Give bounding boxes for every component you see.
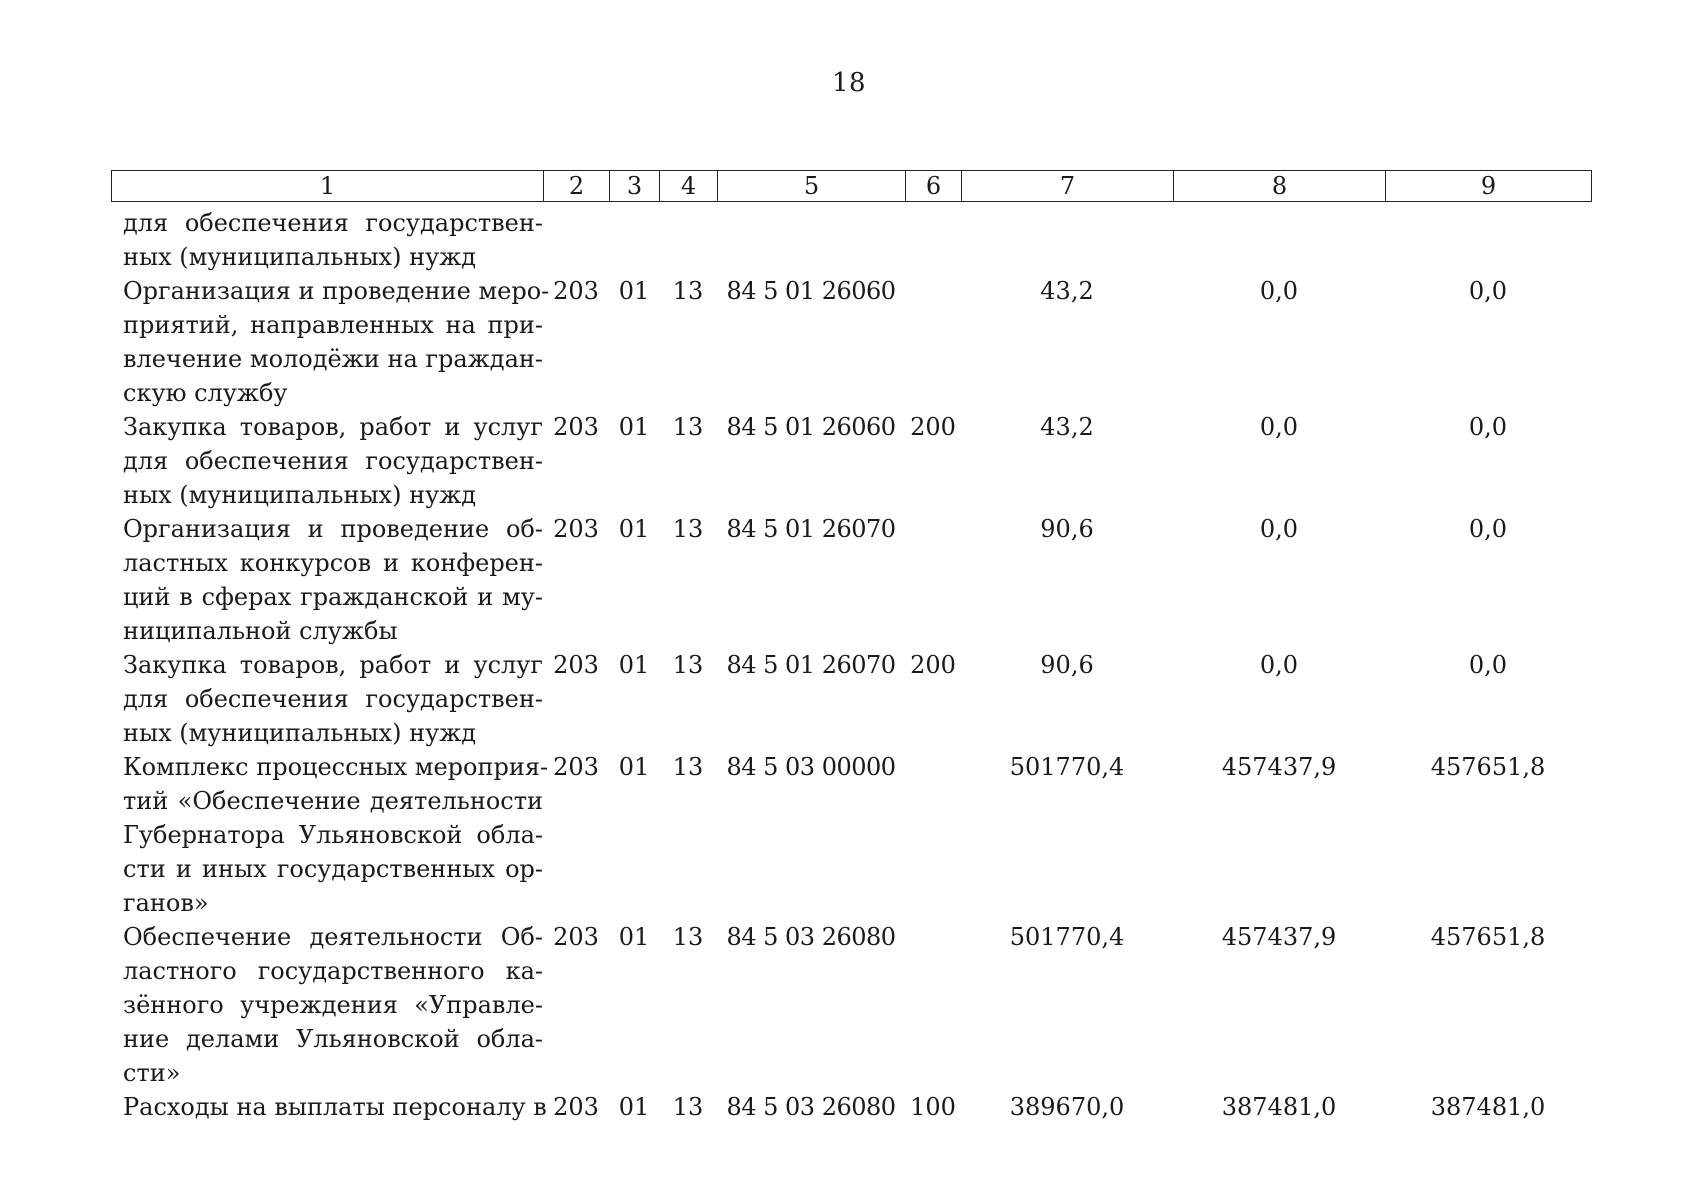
table-row xyxy=(111,1090,1591,1124)
header-col-4: 4 xyxy=(660,171,718,202)
row-subsection: 13 xyxy=(672,923,704,951)
header-col-7: 7 xyxy=(962,171,1174,202)
description-line: ние делами Ульяновской обла- xyxy=(123,1025,543,1053)
table-row xyxy=(111,648,1591,750)
description-line: сти» xyxy=(123,1059,181,1087)
row-expense-type xyxy=(905,206,961,274)
description-line: ных (муниципальных) нужд xyxy=(123,481,477,509)
row-amount-col7: 90,6 xyxy=(1040,651,1094,679)
row-amount-col7: 43,2 xyxy=(1040,413,1094,441)
row-target-article xyxy=(717,206,905,274)
table-row xyxy=(111,750,1591,920)
row-amount-col8: 387481,0 xyxy=(1221,1093,1337,1121)
description-line: ластного государственного ка- xyxy=(123,957,543,985)
row-amount-col8: 0,0 xyxy=(1259,651,1299,679)
row-expense-type: 200 xyxy=(910,651,956,679)
row-amount-col9: 0,0 xyxy=(1468,413,1508,441)
row-amount-col8: 457437,9 xyxy=(1221,923,1337,951)
row-amount-col8: 0,0 xyxy=(1259,515,1299,543)
description-line: влечение молодёжи на граждан- xyxy=(123,345,543,373)
description-line: ганов» xyxy=(123,889,209,917)
row-section: 01 xyxy=(618,753,650,781)
header-col-6: 6 xyxy=(906,171,962,202)
row-target-article: 84 5 01 26070 xyxy=(726,651,896,679)
row-description xyxy=(111,206,543,274)
row-expense-type: 100 xyxy=(910,1093,956,1121)
header-col-3: 3 xyxy=(610,171,660,202)
row-section: 01 xyxy=(618,277,650,305)
row-amount-col9: 0,0 xyxy=(1468,277,1508,305)
header-col-1: 1 xyxy=(112,171,544,202)
description-line: Расходы на выплаты персоналу в xyxy=(123,1093,547,1121)
row-code-admin: 203 xyxy=(553,515,599,543)
table-body xyxy=(111,206,1591,1124)
row-target-article: 84 5 01 26070 xyxy=(726,515,896,543)
row-description xyxy=(111,648,543,750)
row-amount-col7: 501770,4 xyxy=(1009,923,1125,951)
row-amount-col7: 501770,4 xyxy=(1009,753,1125,781)
description-line: ных (муниципальных) нужд xyxy=(123,243,477,271)
description-line: Закупка товаров, работ и услуг xyxy=(123,651,543,679)
row-amount-col7: 43,2 xyxy=(1040,277,1094,305)
row-subsection: 13 xyxy=(672,413,704,441)
table-header xyxy=(111,170,1592,202)
row-section: 01 xyxy=(618,923,650,951)
description-line: для обеспечения государствен- xyxy=(123,209,543,237)
table-row xyxy=(111,206,1591,274)
table-row xyxy=(111,410,1591,512)
description-line: Закупка товаров, работ и услуг xyxy=(123,413,543,441)
description-line: сти и иных государственных ор- xyxy=(123,855,543,883)
row-expense-type: 200 xyxy=(910,413,956,441)
row-target-article: 84 5 03 00000 xyxy=(726,753,896,781)
description-line: ластных конкурсов и конферен- xyxy=(123,549,543,577)
row-code-admin: 203 xyxy=(553,753,599,781)
row-code-admin: 203 xyxy=(553,923,599,951)
row-section: 01 xyxy=(618,515,650,543)
table-row xyxy=(111,920,1591,1090)
row-expense-type xyxy=(905,920,961,1090)
row-description xyxy=(111,1090,547,1124)
row-description xyxy=(111,512,543,648)
header-col-2: 2 xyxy=(544,171,610,202)
description-line: зённого учреждения «Управле- xyxy=(123,991,543,1019)
row-section: 01 xyxy=(618,413,650,441)
row-subsection: 13 xyxy=(672,277,704,305)
row-amount-col8: 0,0 xyxy=(1259,277,1299,305)
description-line: Организация и проведение об- xyxy=(123,515,543,543)
description-line: ных (муниципальных) нужд xyxy=(123,719,477,747)
description-line: для обеспечения государствен- xyxy=(123,685,543,713)
row-section xyxy=(609,206,659,274)
description-line: скую службу xyxy=(123,379,288,407)
description-line: тий «Обеспечение деятельности xyxy=(123,787,543,815)
header-col-5: 5 xyxy=(718,171,906,202)
header-col-9: 9 xyxy=(1386,171,1592,202)
description-line: ниципальной службы xyxy=(123,617,398,645)
row-subsection: 13 xyxy=(672,515,704,543)
table-row xyxy=(111,512,1591,648)
row-description xyxy=(111,410,543,512)
description-line: Организация и проведение меро- xyxy=(123,277,550,305)
row-expense-type xyxy=(905,750,961,920)
header-col-8: 8 xyxy=(1174,171,1386,202)
row-target-article: 84 5 03 26080 xyxy=(726,1093,896,1121)
row-amount-col8: 457437,9 xyxy=(1221,753,1337,781)
row-amount-col8: 0,0 xyxy=(1259,413,1299,441)
row-code-admin: 203 xyxy=(553,413,599,441)
row-amount-col9: 0,0 xyxy=(1468,515,1508,543)
row-description xyxy=(111,920,543,1090)
row-amount-col9: 387481,0 xyxy=(1430,1093,1546,1121)
description-line: для обеспечения государствен- xyxy=(123,447,543,475)
row-description xyxy=(111,750,549,920)
row-subsection xyxy=(659,206,717,274)
row-section: 01 xyxy=(618,1093,650,1121)
row-expense-type xyxy=(905,274,961,410)
row-code-admin: 203 xyxy=(553,1093,599,1121)
row-amount-col9: 457651,8 xyxy=(1430,753,1546,781)
row-section: 01 xyxy=(618,651,650,679)
row-subsection: 13 xyxy=(672,1093,704,1121)
row-code-admin: 203 xyxy=(553,277,599,305)
table-row xyxy=(111,274,1591,410)
row-amount-col9 xyxy=(1385,206,1591,274)
row-amount-col7: 389670,0 xyxy=(1009,1093,1125,1121)
description-line: ций в сферах гражданской и му- xyxy=(123,583,543,611)
row-code-admin: 203 xyxy=(553,651,599,679)
row-target-article: 84 5 03 26080 xyxy=(726,923,896,951)
row-subsection: 13 xyxy=(672,651,704,679)
row-amount-col7: 90,6 xyxy=(1040,515,1094,543)
description-line: Комплекс процессных мероприя- xyxy=(123,753,549,781)
description-line: Губернатора Ульяновской обла- xyxy=(123,821,543,849)
page-number: 18 xyxy=(831,68,867,98)
row-amount-col8 xyxy=(1173,206,1385,274)
description-line: приятий, направленных на при- xyxy=(123,311,543,339)
row-subsection: 13 xyxy=(672,753,704,781)
row-amount-col9: 457651,8 xyxy=(1430,923,1546,951)
row-target-article: 84 5 01 26060 xyxy=(726,413,896,441)
row-code-admin xyxy=(543,206,609,274)
row-amount-col9: 0,0 xyxy=(1468,651,1508,679)
row-expense-type xyxy=(905,512,961,648)
row-description xyxy=(111,274,550,410)
row-target-article: 84 5 01 26060 xyxy=(726,277,896,305)
description-line: Обеспечение деятельности Об- xyxy=(123,923,543,951)
row-amount-col7 xyxy=(961,206,1173,274)
